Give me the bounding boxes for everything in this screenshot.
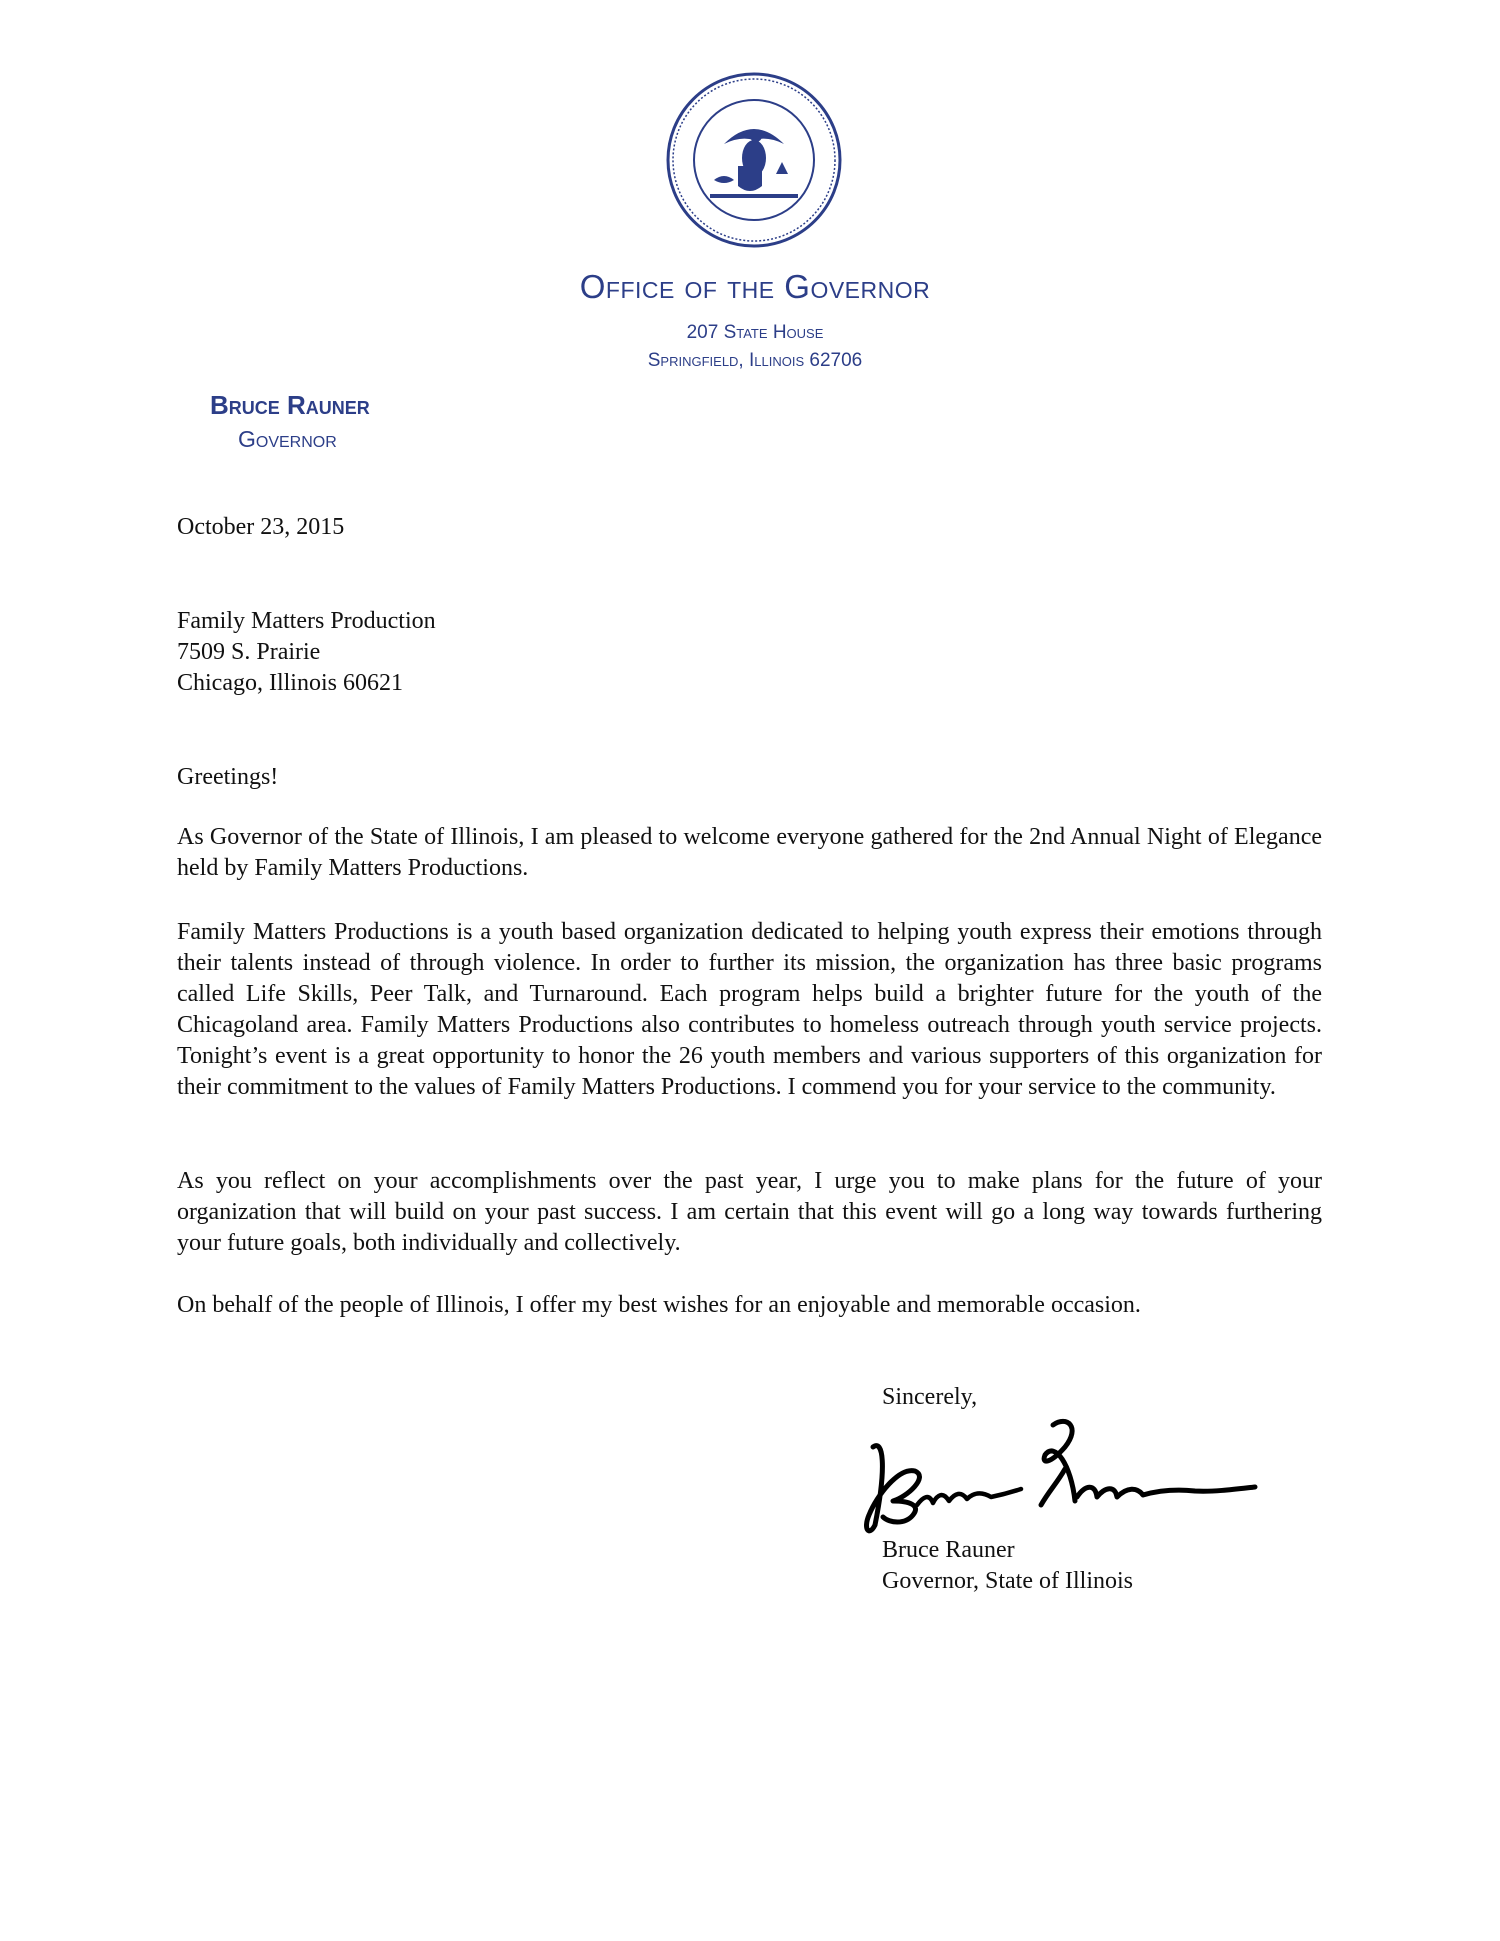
governor-name-heading: Bruce Rauner [210, 390, 370, 420]
recipient-name: Family Matters Production [177, 608, 436, 634]
office-address-line2: Springfield, Illinois 62706 [647, 350, 863, 371]
letter-date: October 23, 2015 [177, 514, 345, 540]
body-paragraph: As Governor of the State of Illinois, I am pleased to welcome everyone gathered for the 2nd Annual Night of Elegance held by Family Matters Productions. [177, 824, 1322, 881]
closing: Sincerely, [882, 1384, 978, 1410]
recipient-address [177, 606, 436, 699]
office-heading: Office of the Governor [579, 268, 931, 305]
body-paragraph: As you reflect on your accomplishments over the past year, I urge you to make plans for the future of your organization that will build on your past success. I am certain that this event will go a long way towards furthering your future goals, both individually and collectively. [177, 1168, 1322, 1256]
signer-name: Bruce Rauner [882, 1537, 1015, 1563]
body-paragraph: On behalf of the people of Illinois, I offer my best wishes for an enjoyable and memorable occasion. [177, 1292, 1141, 1318]
governor-title-heading: Governor [238, 426, 337, 452]
recipient-city: Chicago, Illinois 60621 [177, 670, 403, 696]
office-address-line1: 207 State House [686, 322, 824, 343]
state-seal-logo [664, 70, 844, 250]
greeting: Greetings! [177, 764, 279, 790]
body-paragraph: Family Matters Productions is a youth based organization dedicated to helping youth express their emotions through their talents instead of through violence. In order to further its mission, the organization has three basic programs called Life Skills, Peer Talk, and Turnaround. Each program helps build a brighter future for the youth of the Chicagoland area. Family Matters Productions also contributes to homeless outreach through youth service projects. Tonight’s event is a great opportunity to honor the 26 youth members and various supporters of this organization for their commitment to the values of Family Matters Productions. I commend you for your service to the community. [177, 919, 1322, 1100]
handwritten-signature [845, 1405, 1265, 1545]
signer-title: Governor, State of Illinois [882, 1568, 1133, 1594]
recipient-street: 7509 S. Prairie [177, 639, 321, 665]
